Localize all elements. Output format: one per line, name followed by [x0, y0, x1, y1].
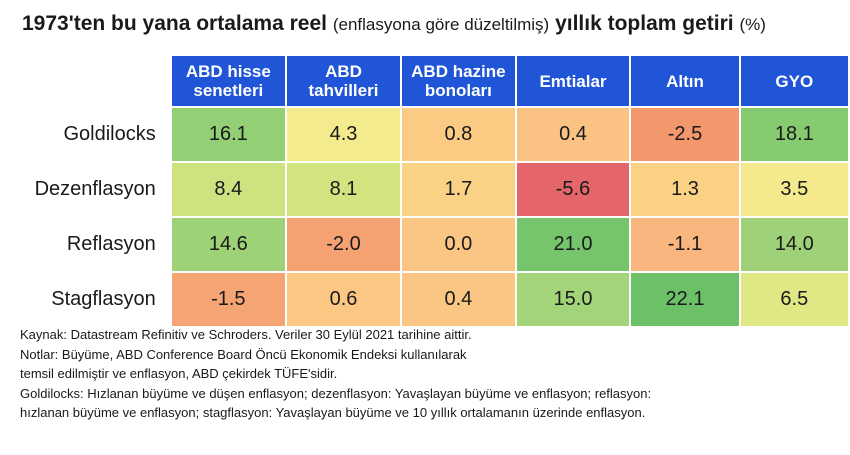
- title-bold-part-2: yıllık toplam getiri: [555, 12, 734, 35]
- title-normal-part-2: (%): [739, 15, 766, 34]
- column-header: GYO: [741, 56, 848, 106]
- heatmap-cell: 18.1: [741, 108, 848, 161]
- heatmap-cell: 0.4: [517, 108, 630, 161]
- table-row: [10, 108, 848, 161]
- column-header: Emtialar: [517, 56, 630, 106]
- heatmap-cell: 21.0: [517, 218, 630, 271]
- heatmap-cell: -1.5: [172, 273, 285, 326]
- heatmap-cell: 22.1: [631, 273, 738, 326]
- heatmap-cell: 14.0: [741, 218, 848, 271]
- heatmap-cell: 3.5: [741, 163, 848, 216]
- corner-cell: [10, 56, 170, 106]
- footnotes: [20, 325, 651, 423]
- definitions-line: Goldilocks: Hızlanan büyüme ve düşen enflasyon; dezenflasyon: Yavaşlayan büyüme ve enflasyon; reflasyon:: [20, 385, 652, 401]
- row-label: Dezenflasyon: [34, 178, 156, 200]
- heatmap-cell: 1.3: [631, 163, 738, 216]
- definitions-line: hızlanan büyüme ve enflasyon; stagflasyon: Yavaşlayan büyüme ve 10 yıllık ortalamanın üzerinde enflasyon.: [20, 405, 646, 420]
- row-label: Reflasyon: [66, 233, 156, 255]
- source-note: Kaynak: Datastream Refinitiv ve Schroders. Veriler 30 Eylül 2021 tarihine aittir.: [20, 327, 472, 342]
- row-label: Goldilocks: [63, 123, 156, 145]
- heatmap-cell: 0.4: [402, 273, 515, 326]
- heatmap-cell: 8.1: [287, 163, 400, 216]
- heatmap-cell: -5.6: [517, 163, 630, 216]
- heatmap-cell: 15.0: [517, 273, 630, 326]
- heatmap-cell: -2.5: [631, 108, 738, 161]
- heatmap-cell: 4.3: [287, 108, 400, 161]
- title-bold-part-1: 1973'ten bu yana ortalama reel: [22, 12, 327, 35]
- heatmap-cell: -1.1: [631, 218, 738, 271]
- heatmap-cell: 8.4: [172, 163, 285, 216]
- heatmap-cell: 0.0: [402, 218, 515, 271]
- notes-line: temsil edilmiştir ve enflasyon, ABD çekirdek TÜFE'sidir.: [20, 366, 338, 381]
- heatmap-cell: 16.1: [172, 108, 285, 161]
- column-header: Altın: [631, 56, 738, 106]
- table-row: [10, 273, 848, 326]
- table-row: [10, 218, 848, 271]
- column-header: ABD hazine bonoları: [402, 56, 515, 106]
- column-header: ABD tahvilleri: [287, 56, 400, 106]
- heatmap-cell: 6.5: [741, 273, 848, 326]
- table-row: [10, 163, 848, 216]
- heatmap-cell: -2.0: [287, 218, 400, 271]
- heatmap-cell: 1.7: [402, 163, 515, 216]
- heatmap-cell: 14.6: [172, 218, 285, 271]
- header-row: [10, 56, 848, 106]
- title-normal-part-1: (enflasyona göre düzeltilmiş): [332, 15, 550, 34]
- heatmap-cell: 0.8: [402, 108, 515, 161]
- column-header: ABD hisse senetleri: [172, 56, 285, 106]
- heatmap-table: [8, 54, 850, 328]
- heatmap-cell: 0.6: [287, 273, 400, 326]
- notes-line: Notlar: Büyüme, ABD Conference Board Öncü Ekonomik Endeksi kullanılarak: [20, 346, 467, 362]
- chart-title: [22, 12, 766, 36]
- row-label: Stagflasyon: [51, 288, 156, 310]
